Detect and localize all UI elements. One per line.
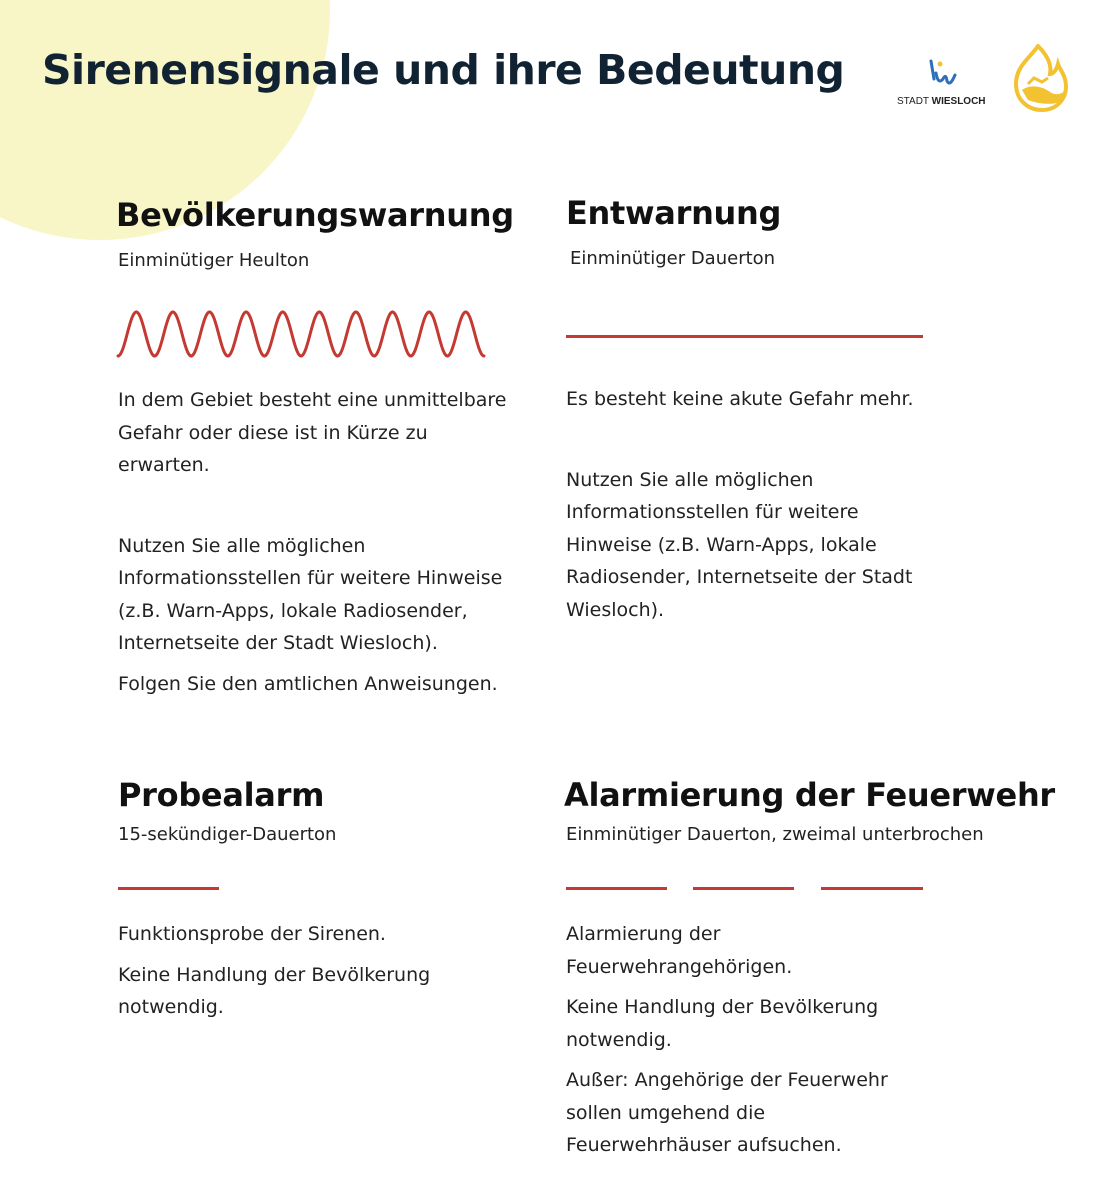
paragraph: Funktionsprobe der Sirenen. xyxy=(118,923,386,945)
section-title: Bevölkerungswarnung xyxy=(116,196,514,234)
feuerwehr-flame-logo-icon xyxy=(1008,44,1070,114)
entwarnung-body xyxy=(566,383,946,626)
section-probealarm xyxy=(118,776,518,845)
bevoelkerungswarnung-body xyxy=(118,384,508,700)
section-feuerwehr xyxy=(564,776,1064,845)
paragraph: Nutzen Sie alle möglichen Informationsstellen für weitere Hinweise (z.B. Warn-Apps, lokale Radiosender, Internetseite der Stadt Wiesloch). xyxy=(118,534,503,654)
signal-segment xyxy=(693,887,794,890)
page-title: Sirenensignale und ihre Bedeutung xyxy=(42,46,845,94)
section-title: Entwarnung xyxy=(566,194,782,232)
wave-signal-icon xyxy=(116,308,486,360)
wiesloch-mark-icon xyxy=(925,55,961,91)
paragraph: Alarmierung der Feuerwehrangehörigen. xyxy=(566,923,793,978)
stadt-wiesloch-logo xyxy=(895,55,995,110)
paragraph: In dem Gebiet besteht eine unmittelbare Gefahr oder diese ist in Kürze zu erwarten. xyxy=(118,389,507,476)
probealarm-body xyxy=(118,918,478,1024)
signal-segment xyxy=(821,887,923,890)
section-title: Alarmierung der Feuerwehr xyxy=(564,776,1055,814)
section-subtitle: 15-sekündiger-Dauerton xyxy=(118,824,337,845)
logo-caption-name: WIESLOCH xyxy=(931,96,986,107)
logo-caption xyxy=(897,96,986,107)
paragraph: Nutzen Sie alle möglichen Informationsstellen für weitere Hinweise (z.B. Warn-Apps, lokale Radiosender, Internetseite der Stadt Wiesloch). xyxy=(566,468,913,621)
signal-segment xyxy=(566,887,667,890)
feuerwehr-body xyxy=(566,918,896,1162)
paragraph: Keine Handlung der Bevölkerung notwendig. xyxy=(566,996,879,1051)
paragraph: Keine Handlung der Bevölkerung notwendig. xyxy=(118,963,431,1018)
paragraph: Folgen Sie den amtlichen Anweisungen. xyxy=(118,672,498,695)
section-entwarnung xyxy=(566,194,966,269)
section-bevoelkerungswarnung xyxy=(116,196,516,271)
section-subtitle: Einminütiger Dauerton, zweimal unterbrochen xyxy=(566,824,984,845)
section-subtitle: Einminütiger Dauerton xyxy=(570,248,776,269)
continuous-line-icon xyxy=(566,335,923,338)
section-title: Probealarm xyxy=(118,776,325,814)
short-line-icon xyxy=(118,887,219,890)
paragraph: Außer: Angehörige der Feuerwehr sollen umgehend die Feuerwehrhäuser aufsuchen. xyxy=(566,1069,888,1156)
section-subtitle: Einminütiger Heulton xyxy=(118,250,310,271)
logo-caption-prefix: STADT xyxy=(897,96,929,107)
paragraph: Es besteht keine akute Gefahr mehr. xyxy=(566,388,914,410)
